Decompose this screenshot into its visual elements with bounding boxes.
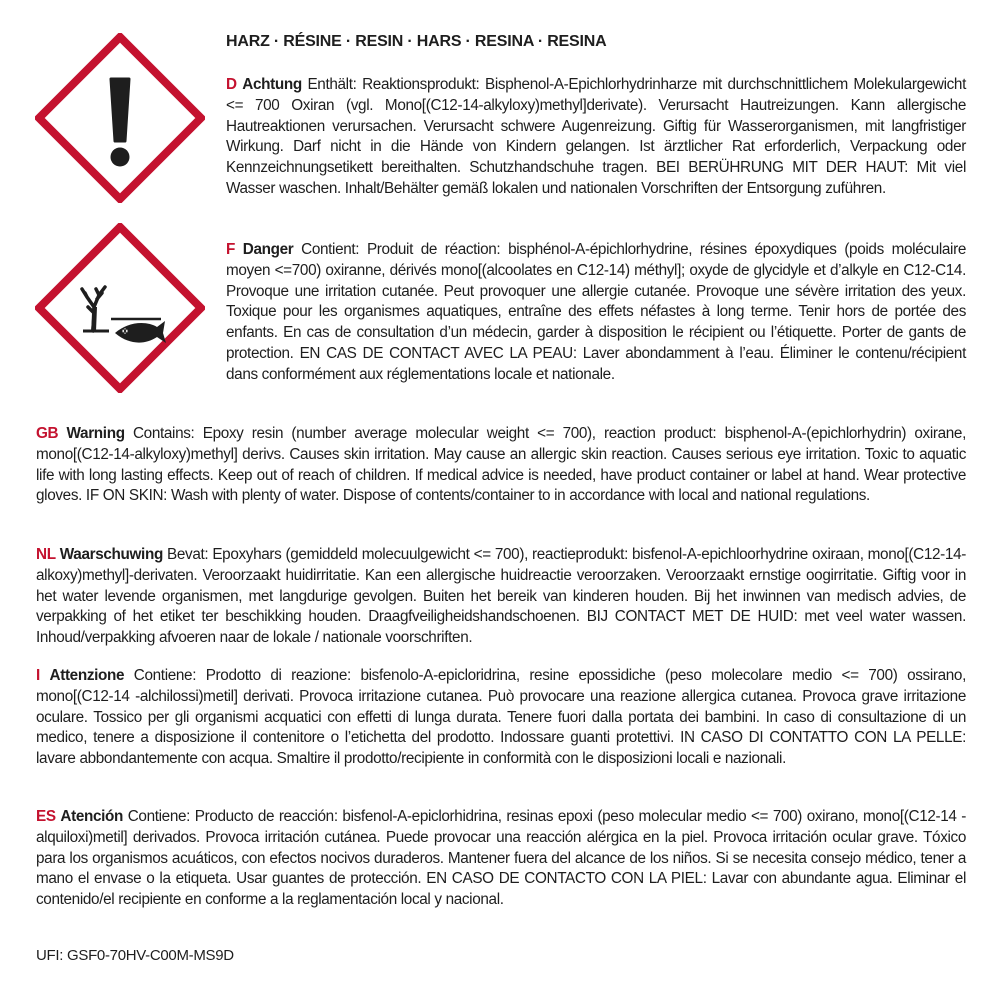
section-it: [36, 666, 966, 770]
hazard-text: Contient: Produit de réaction: bisphénol-A-épichlorhydrine, résines époxydiques (poids moléculaire moyen <=700) oxiranne, dérivés mono[(alcoolates en C12-14) méthyl]; oxyde de glycidyle et d’alkyle en C12-C14. Provoque une irritation cutanée. Peut provoquer une allergie cutanée. Provoque une sévère irritation des yeux. Toxique pour les organismes aquatiques, entraîne des effets néfastes à long terme. Tenir hors de portée des enfants. En cas de consultation d’un médecin, garder à disposition le récipient ou l’étiquette. Porter de gants de protection. EN CAS DE CONTACT AVEC LA PEAU: Laver abondamment à l’eau. Éliminer le contenu/récipient dans conformément aux réglementations locale et nationale.: [226, 241, 967, 383]
signal-word: Attenzione: [49, 667, 125, 684]
hazard-text: Bevat: Epoxyhars (gemiddeld molecuulgewicht <= 700), reactieprodukt: bisfenol-A-epichloorhydrine oxiraan, mono[(C12-14-alkoxy)methyl]-derivaten. Veroorzaakt huidirritatie. Kan een allergische huidreactie veroorzaken. Veroorzaakt ernstige oogirritatie. Giftig voor in het water levende organismen, met langdurige gevolgen. Buiten het bereik van kinderen houden. Bij het inwinnen van medisch advies, de verpakking of het etiket ter beschikking houden. Draagfveiligheidshandschoenen. BIJ CONTACT MET DE HUID: met veel water wassen. Inhoud/verpakking afvoeren naar de lokale / nationale voorschriften.: [36, 546, 966, 647]
language-code: F: [226, 241, 235, 258]
product-title: HARZ · RÉSINE · RESIN · HARS · RESINA · RESINA: [226, 33, 607, 50]
ufi-code: UFI: GSF0-70HV-C00M-MS9D: [36, 947, 234, 964]
language-code: GB: [36, 425, 59, 442]
section-fr: [226, 240, 966, 386]
language-code: NL: [36, 546, 56, 563]
section-es: [36, 807, 966, 911]
hazard-text: Contiene: Prodotto di reazione: bisfenolo-A-epicloridrina, resine epossidiche (peso molecolare medio <= 700) ossirano, mono[(C12-14 -alchilossi)metil] derivati. Provoca irritazione cutanea. Può provocare una reazione allergica cutanea. Provoca grave irritazione oculare. Tossico per gli organismi acquatici con effetti di lunga durata. Tenere fuori dalla portata dei bambini. In caso di consultazione di un medico, tenere a disposizione il contenitore o l’etichetta del prodotto. Indossare guanti protettivi. IN CASO DI CONTATTO CON LA PELLE: lavare abbondantemente con acqua. Smaltire il prodotto/recipiente in conformità con le disposizioni locali e nazionali.: [36, 667, 966, 768]
signal-word: Waarschuwing: [59, 546, 163, 563]
hazard-text: Enthält: Reaktionsprodukt: Bisphenol-A-Epichlorhydrinharze mit durchschnittlichem Molekulargewicht <= 700 Oxiran (vgl. Mono[(C12-14-alkyloxy)methyl]derivate). Verursacht Hautreizungen. Kann allergische Hautreaktionen verursachen. Verursacht schwere Augenreizung. Giftig für Wasserorganismen, mit langfristiger Wirkung. Darf nicht in die Hände von Kindern gelangen. Ist ärztlicher Rat erforderlich, Verpackung oder Kennzeichnungsetikett bereithalten. Schutzhandschuhe tragen. BEI BERÜHRUNG MIT DER HAUT: Mit viel Wasser waschen. Inhalt/Behälter gemäß lokalen und nationalen Vorschriften der Entsorgung zuführen.: [226, 76, 966, 197]
section-nl: [36, 545, 966, 649]
signal-word: Achtung: [242, 76, 302, 93]
hazard-text: Contains: Epoxy resin (number average molecular weight <= 700), reaction product: bisphenol-A-(epichlorhydrin) oxirane, mono[(C12-14-alkyloxy)methyl] derivs. Causes skin irritation. May cause an allergic skin reaction. Causes serious eye irritation. Toxic to aquatic life with long lasting effects. Keep out of reach of children. If medical advice is needed, have product container or label at hand. Wear protective gloves. IF ON SKIN: Wash with plenty of water. Dispose of contents/container to in accordance with local and national regulations.: [36, 425, 966, 505]
environment-icon: [35, 223, 205, 393]
signal-word: Warning: [66, 425, 125, 442]
hazard-text: Contiene: Producto de reacción: bisfenol-A-epiclorhidrina, resinas epoxi (peso molecular medio <= 700) oxirano, mono[(C12-14 -alquiloxi)metil] derivados. Provoca irritación cutánea. Puede provocar una reacción alérgica en la piel. Provoca irritación ocular grave. Tóxico para los organismos acuáticos, con efectos nocivos duraderos. Mantener fuera del alcance de los niños. Si se necesita consejo médico, tener a mano el envase o la etiqueta. Usar guantes de protección. EN CASO DE CONTACTO CON LA PIEL: Lavar con abundante agua. Eliminar el contenido/el recipiente en conforme a la reglamentación local y nacional.: [36, 808, 966, 909]
section-de: [226, 75, 966, 200]
exclamation-mark-icon: [35, 33, 205, 203]
signal-word: Atención: [60, 808, 124, 825]
section-gb: [36, 424, 966, 507]
signal-word: Danger: [242, 241, 294, 258]
language-code: I: [36, 667, 40, 684]
language-code: ES: [36, 808, 56, 825]
language-code: D: [226, 76, 237, 93]
